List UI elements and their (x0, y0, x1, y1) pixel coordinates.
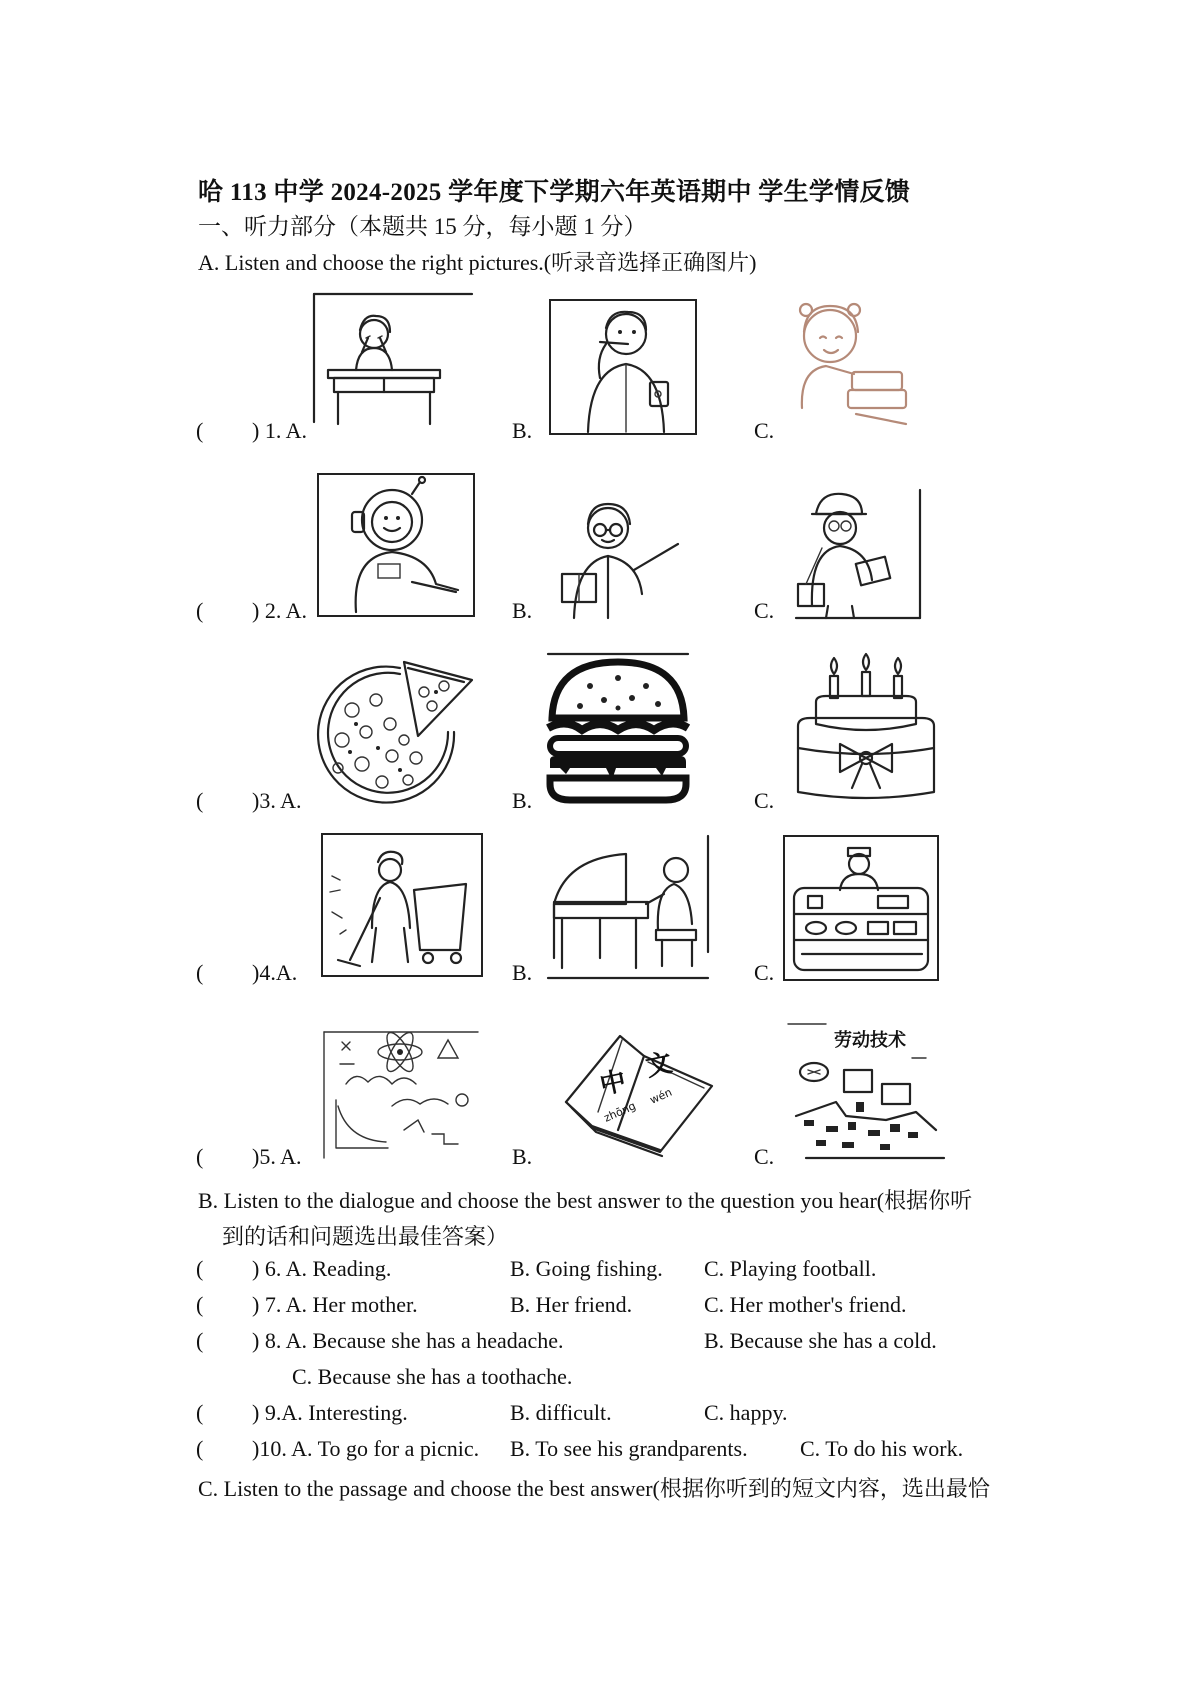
q8-option-c: C. Because she has a toothache. (292, 1364, 573, 1389)
pizza-picture[interactable] (304, 640, 476, 804)
option-b-label: B. (512, 788, 533, 813)
q10-option-c: C. To do his work. (800, 1436, 964, 1461)
option-c-label: C. (754, 788, 775, 813)
q10-option-b: B. To see his grandparents. (510, 1436, 748, 1461)
postman-picture[interactable] (776, 488, 922, 620)
teacher-picture[interactable] (552, 490, 686, 620)
option-c-label: C. (754, 598, 775, 623)
question-number: )3. A. (252, 788, 302, 813)
q9-option-a: ) 9.A. Interesting. (252, 1400, 408, 1425)
answer-paren[interactable]: ( (196, 1436, 204, 1461)
book-pinyin-wen: wén (647, 1085, 675, 1107)
girl-with-books-picture[interactable] (776, 288, 916, 436)
option-b-label: B. (512, 418, 533, 443)
section-b-instruction: B. Listen to the dialogue and choose the best answer to the question you hear(根据你听 (198, 1188, 973, 1213)
q8-option-b: B. Because she has a cold. (704, 1328, 937, 1353)
q6-option-c: C. Playing football. (704, 1256, 877, 1281)
answer-paren[interactable]: ( (196, 1292, 204, 1317)
book-pinyin-zhong: zhōng (601, 1099, 638, 1125)
answer-paren[interactable]: ( (196, 1144, 204, 1169)
book-char-zhong: 中 (597, 1066, 629, 1101)
question-number: )4.A. (252, 960, 298, 985)
option-b-label: B. (512, 1144, 533, 1169)
q9-option-b: B. difficult. (510, 1400, 612, 1425)
question-number: )5. A. (252, 1144, 302, 1169)
part-one-heading: 一、听力部分（本题共 15 分，每小题 1 分） (198, 214, 647, 239)
section-c-instruction: C. Listen to the passage and choose the best answer(根据你听到的短文内容，选出最恰 (198, 1476, 990, 1501)
q7-option-a: ) 7. A. Her mother. (252, 1292, 418, 1317)
answer-paren[interactable]: ( (196, 788, 204, 813)
physics-picture[interactable] (322, 1030, 480, 1162)
birthday-cake-picture[interactable] (786, 652, 946, 804)
q7-option-b: B. Her friend. (510, 1292, 633, 1317)
q7-option-c: C. Her mother's friend. (704, 1292, 907, 1317)
answer-paren[interactable]: ( (196, 418, 204, 443)
labor-book-title: 劳动技术 (834, 1030, 906, 1051)
section-b-instruction-cont: 到的话和问题选出最佳答案） (222, 1224, 509, 1249)
q9-option-c: C. happy. (704, 1400, 788, 1425)
girl-at-desk-picture[interactable] (312, 292, 474, 437)
hamburger-picture[interactable] (546, 652, 690, 804)
pianist-picture[interactable] (546, 834, 710, 980)
q6-option-b: B. Going fishing. (510, 1256, 663, 1281)
section-a-instruction: A. Listen and choose the right pictures.(听录音选择正确图片) (198, 250, 757, 275)
question-number: ) 2. A. (252, 598, 307, 623)
q6-option-a: ) 6. A. Reading. (252, 1256, 392, 1281)
answer-paren[interactable]: ( (196, 598, 204, 623)
chinese-book-picture[interactable] (562, 1026, 714, 1162)
answer-paren[interactable]: ( (196, 1256, 204, 1281)
question-number: ) 1. A. (252, 418, 307, 443)
page-title: 哈 113 中学 2024-2025 学年度下学期六年英语期中 学生学情反馈 (198, 179, 911, 206)
answer-paren[interactable]: ( (196, 1328, 204, 1353)
astronaut-picture[interactable] (316, 472, 476, 618)
option-c-label: C. (754, 418, 775, 443)
shopkeeper-picture[interactable] (782, 834, 940, 982)
option-c-label: C. (754, 1144, 775, 1169)
q10-option-a: )10. A. To go for a picnic. (252, 1436, 480, 1461)
labor-technology-book-picture[interactable] (786, 1020, 946, 1164)
cleaner-picture[interactable] (320, 832, 484, 978)
man-brushing-teeth-picture[interactable] (548, 298, 698, 436)
option-b-label: B. (512, 960, 533, 985)
answer-paren[interactable]: ( (196, 960, 204, 985)
option-b-label: B. (512, 598, 533, 623)
q8-option-a: ) 8. A. Because she has a headache. (252, 1328, 564, 1353)
option-c-label: C. (754, 960, 775, 985)
book-char-wen: 文 (643, 1048, 675, 1083)
answer-paren[interactable]: ( (196, 1400, 204, 1425)
